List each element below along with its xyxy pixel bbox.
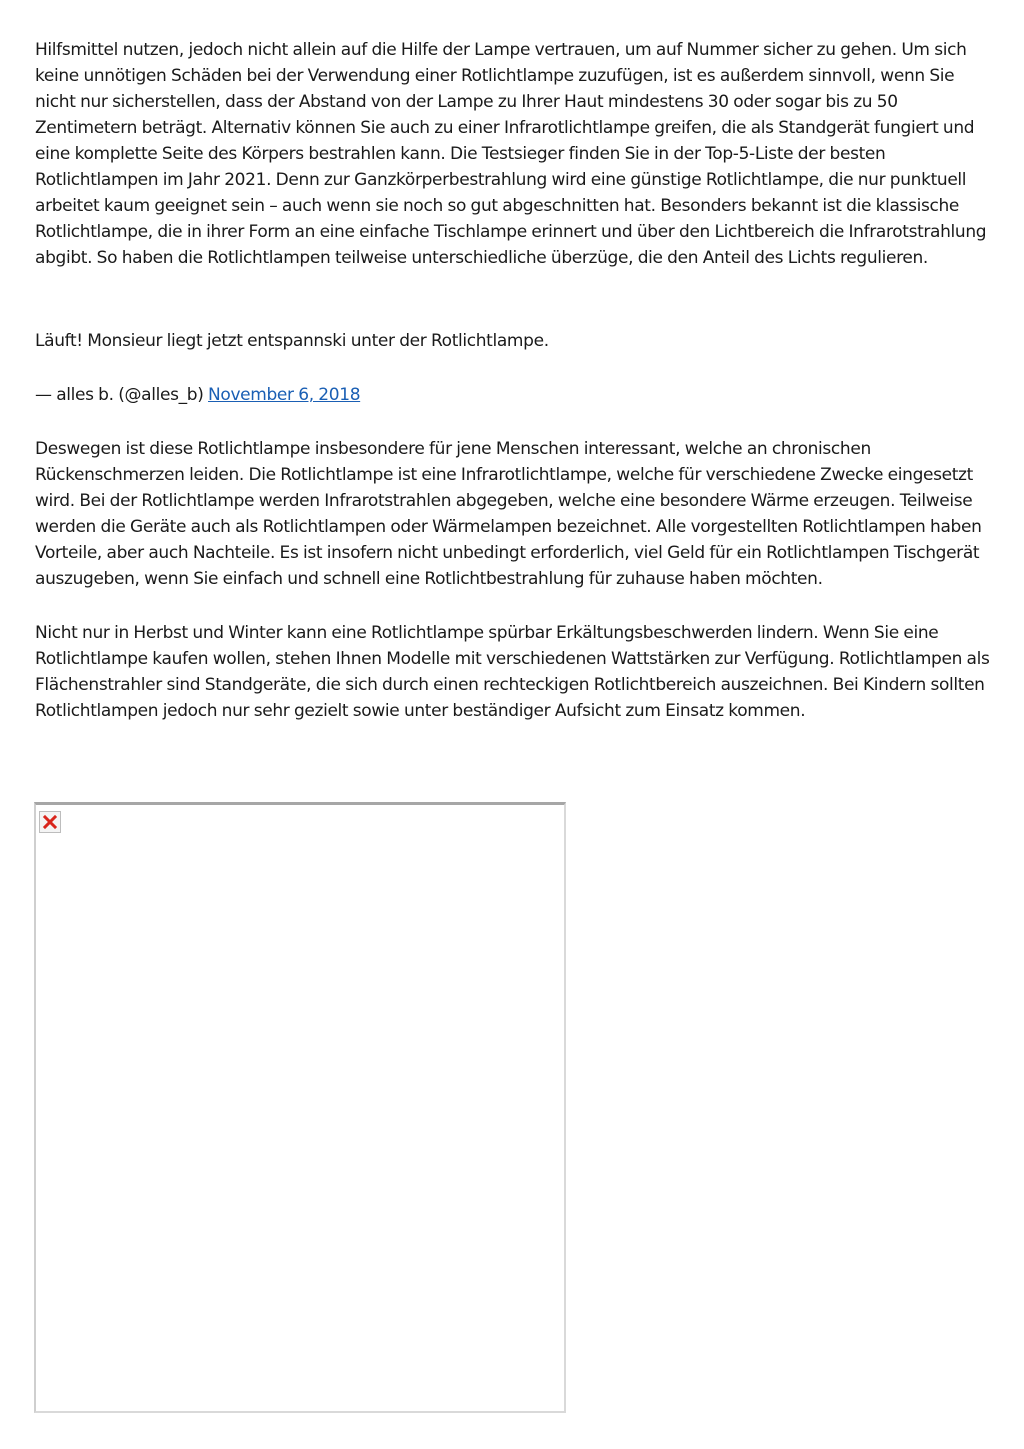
tweet-attribution — [35, 382, 995, 408]
tweet-author: — alles b. (@alles_b) — [35, 385, 209, 405]
article-paragraph: Deswegen ist diese Rotlichtlampe insbesondere für jene Menschen interessant, welche an chronischen Rückenschmerzen leiden. Die Rotlichtlampe ist eine Infrarotlichtlampe, welche für verschiedene Zwecke eingesetzt wird. Bei der Rotlichtlampe werden Infrarotstrahlen abgegeben, welche eine besondere Wärme erzeugen. Teilweise werden die Geräte auch als Rotlichtlampen oder Wärmelampen bezeichnet. Alle vorgestellten Rotlichtlampen haben Vorteile, aber auch Nachteile. Es ist insofern nicht unbedingt erforderlich, viel Geld für ein Rotlichtlampen Tischgerät auszugeben, wenn Sie einfach und schnell eine Rotlichtbestrahlung für zuhause haben möchten. — [35, 439, 982, 589]
broken-image — [34, 802, 566, 1413]
tweet-text: Läuft! Monsieur liegt jetzt entspannski unter der Rotlichtlampe. — [35, 331, 549, 351]
article-paragraph: Nicht nur in Herbst und Winter kann eine Rotlichtlampe spürbar Erkältungsbeschwerden lindern. Wenn Sie eine Rotlichtlampe kaufen wollen, stehen Ihnen Modelle mit verschiedenen Wattstärken zur Verfügung. Rotlichtlampen als Flächenstrahler sind Standgeräte, die sich durch einen rechteckigen Rotlichtbereich auszeichnen. Bei Kindern sollten Rotlichtlampen jedoch nur sehr gezielt sowie unter beständiger Aufsicht zum Einsatz kommen. — [35, 623, 990, 721]
article-paragraph: Hilfsmittel nutzen, jedoch nicht allein auf die Hilfe der Lampe vertrauen, um auf Nummer sicher zu gehen. Um sich keine unnötigen Schäden bei der Verwendung einer Rotlichtlampe zuzufügen, ist es außerdem sinnvoll, wenn Sie nicht nur sicherstellen, dass der Abstand von der Lampe zu Ihrer Haut mindestens 30 oder sogar bis zu 50 Zentimetern beträgt. Alternativ können Sie auch zu einer Infrarotlichtlampe greifen, die als Standgerät fungiert und eine komplette Seite des Körpers bestrahlen kann. Die Testsieger finden Sie in der Top-5-Liste der besten Rotlichtlampen im Jahr 2021. Denn zur Ganzkörperbestrahlung wird eine günstige Rotlichtlampe, die nur punktuell arbeitet kaum geeignet sein – auch wenn sie noch so gut abgeschnitten hat. Besonders bekannt ist die klassische Rotlichtlampe, die in ihrer Form an eine einfache Tischlampe erinnert und über den Lichtbereich die Infrarotstrahlung abgibt. So haben die Rotlichtlampen teilweise unterschiedliche überzüge, die den Anteil des Lichts regulieren. — [35, 40, 987, 268]
article-body — [35, 37, 995, 724]
broken-image-icon — [39, 811, 61, 833]
tweet-date-link[interactable]: November 6, 2018 — [208, 385, 361, 405]
